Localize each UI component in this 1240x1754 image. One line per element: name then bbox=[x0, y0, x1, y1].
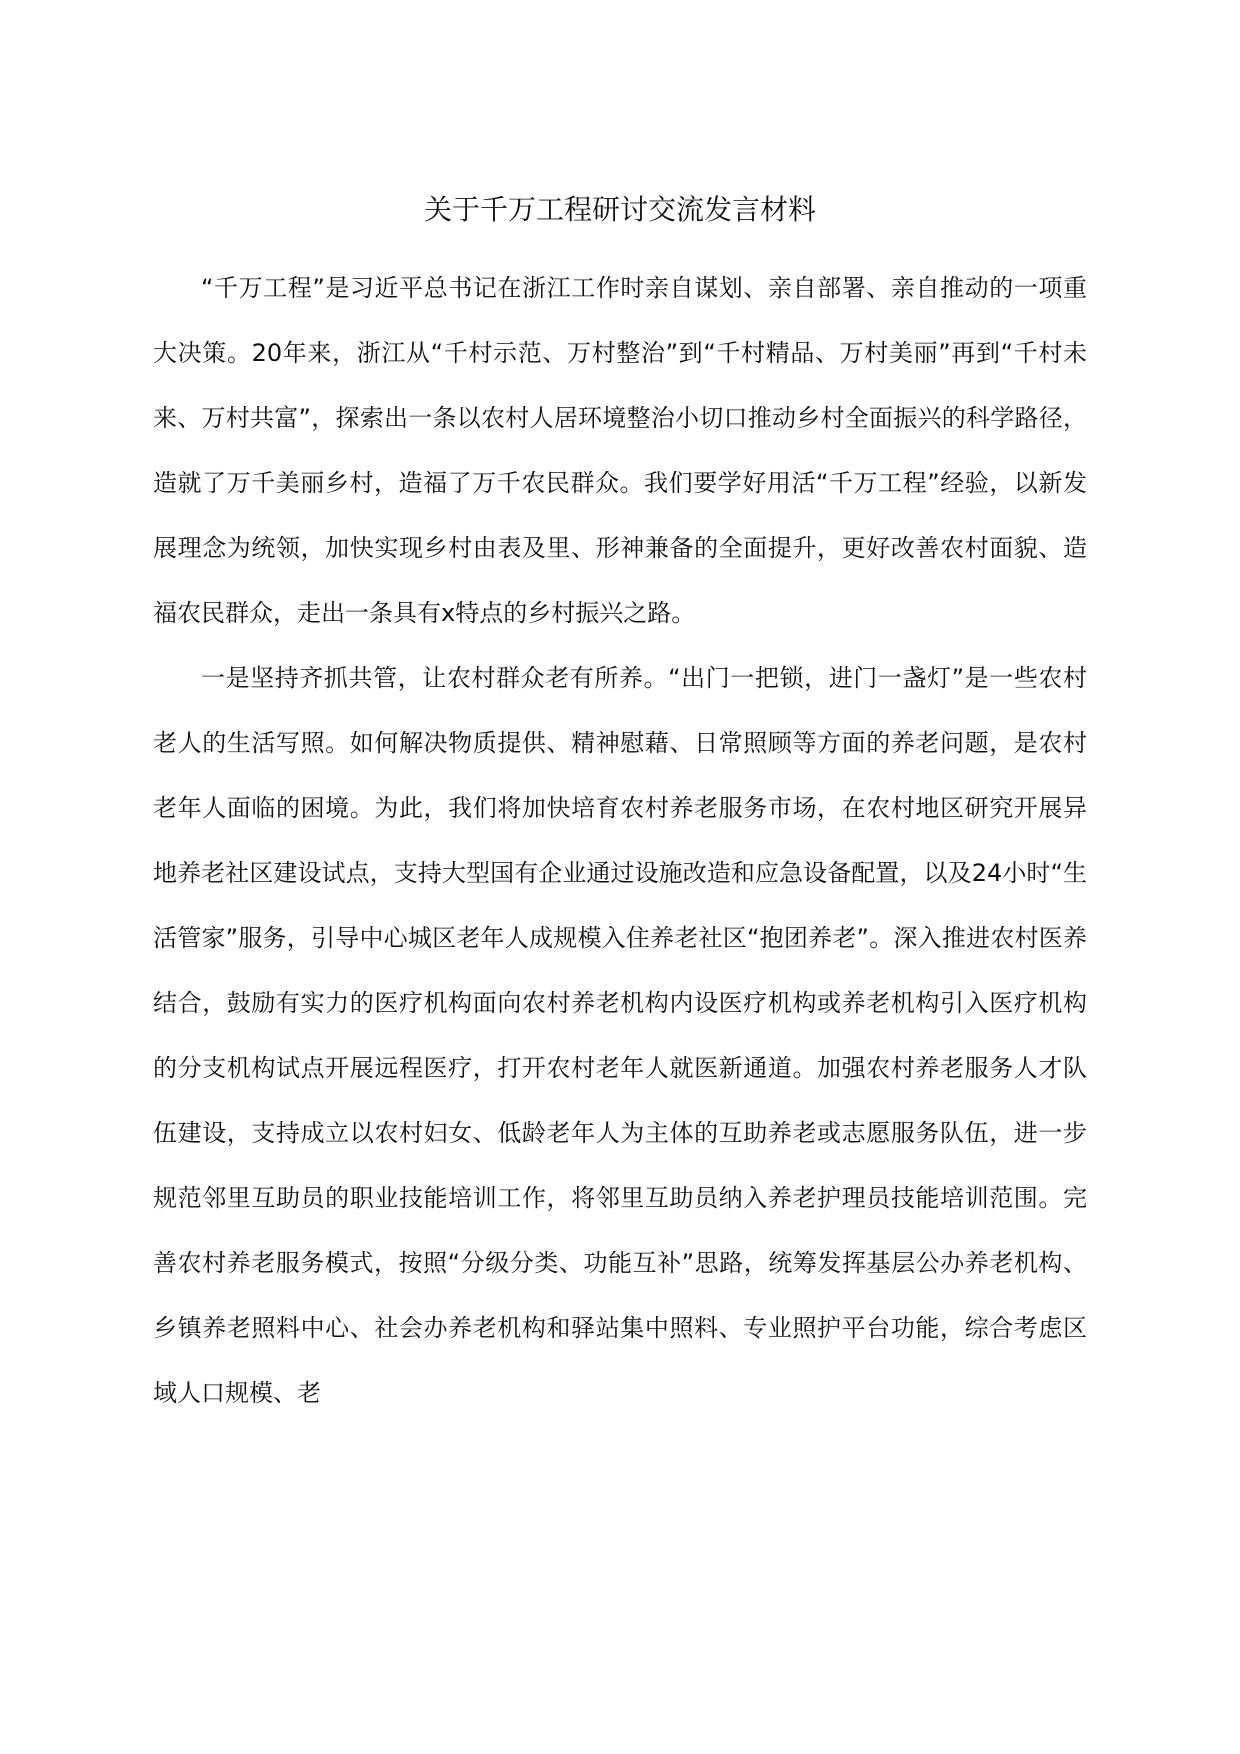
paragraph-elderly-care: 一是坚持齐抓共管，让农村群众老有所养。“出门一把锁，进门一盏灯”是一些农村老人的生活写照。如何解决物质提供、精神慰藉、日常照顾等方面的养老问题，是农村老年人面临的困境。为此，我们将加快培育农村养老服务市场，在农村地区研究开展异地养老社区建设试点，支持大型国有企业通过设施改造和应急设备配置，以及24小时“生活管家”服务，引导中心城区老年人成规模入住养老社区“抱团养老”。深入推进农村医养结合，鼓励有实力的医疗机构面向农村养老机构内设医疗机构或养老机构引入医疗机构的分支机构试点开展远程医疗，打开农村老年人就医新通道。加强农村养老服务人才队伍建设，支持成立以农村妇女、低龄老年人为主体的互助养老或志愿服务队伍，进一步规范邻里互助员的职业技能培训工作，将邻里互助员纳入养老护理员技能培训范围。完善农村养老服务模式，按照“分级分类、功能互补”思路，统筹发挥基层公办养老机构、乡镇养老照料中心、社会办养老机构和驿站集中照料、专业照护平台功能，综合考虑区域人口规模、老 bbox=[153, 664, 1087, 1407]
document-title: 关于千万工程研讨交流发言材料 bbox=[423, 193, 816, 226]
paragraph-intro: “千万工程”是习近平总书记在浙江工作时亲自谋划、亲自部署、亲自推动的一项重大决策。20年来，浙江从“千村示范、万村整治”到“千村精品、万村美丽”再到“千村未来、万村共富”，探索出一条以农村人居环境整治小切口推动乡村全面振兴的科学路径，造就了万千美丽乡村，造福了万千农民群众。我们要学好用活“千万工程”经验，以新发展理念为统领，加快实现乡村由表及里、形神兼备的全面提升，更好改善农村面貌、造福农民群众，走出一条具有x特点的乡村振兴之路。 bbox=[153, 274, 1087, 627]
document-body bbox=[153, 256, 1087, 1426]
